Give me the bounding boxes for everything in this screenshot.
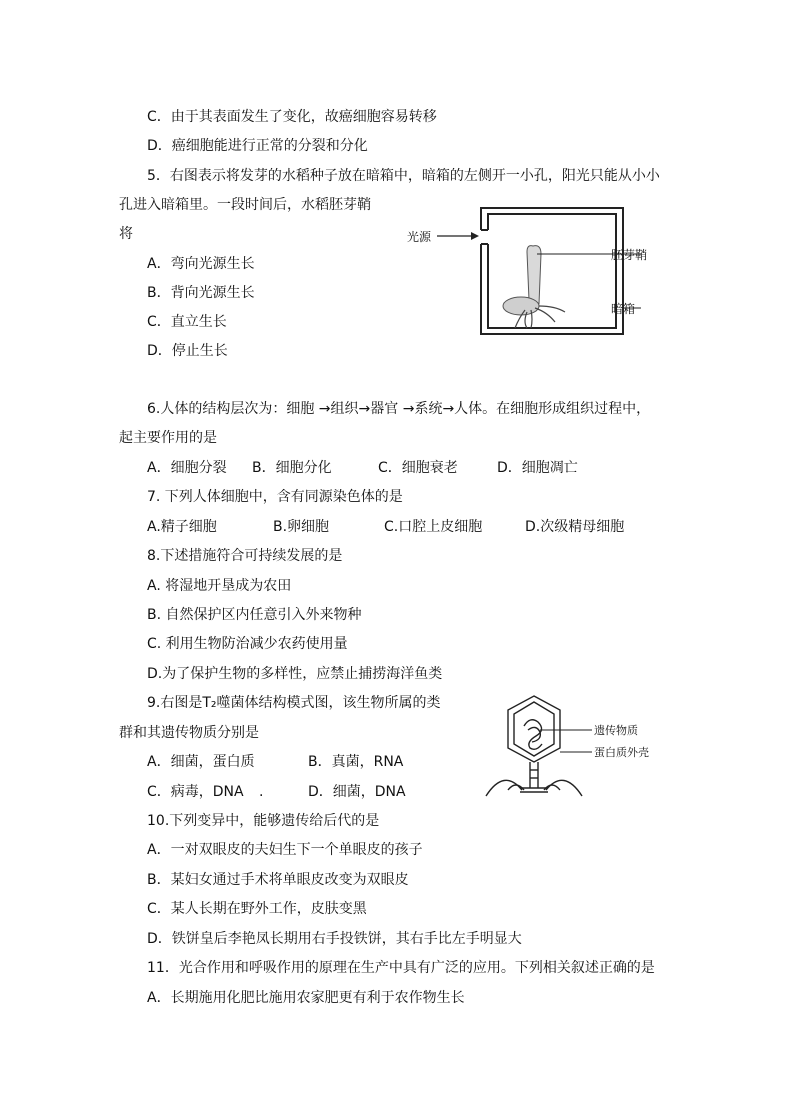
q5-option-d: D．停止生长 [147,343,228,359]
q9-stem-line-1: 9.右图是T₂噬菌体结构模式图，该生物所属的类 [147,695,441,711]
q8-option-a: A. 将湿地开垦成为农田 [147,578,292,594]
genetic-material-label: 遗传物质 [594,724,638,737]
q7-option-b: B.卵细胞 [273,519,330,535]
q5-option-c: C．直立生长 [147,314,227,330]
q6-option-d: D．细胞凋亡 [497,460,578,476]
protein-coat-label: 蛋白质外壳 [594,746,649,759]
q5-option-a: A．弯向光源生长 [147,256,255,272]
q7-option-d: D.次级精母细胞 [525,519,625,535]
q10-option-c: C．某人长期在野外工作，皮肤变黑 [147,901,367,917]
q8-option-b: B. 自然保护区内任意引入外来物种 [147,607,362,623]
q8-option-d: D.为了保护生物的多样性，应禁止捕捞海洋鱼类 [147,666,443,682]
q10-stem: 10.下列变异中，能够遗传给后代的是 [147,813,380,829]
q10-option-b: B．某妇女通过手术将单眼皮改变为双眼皮 [147,872,409,888]
q6-option-a: A．细胞分裂 [147,460,227,476]
q9-stray-dot: . [259,784,264,800]
q9-option-b: B．真菌，RNA [308,754,404,770]
q8-stem: 8.下述措施符合可持续发展的是 [147,548,343,564]
dark-box-figure [405,200,665,350]
q6-stem-line-1: 6.人体的结构层次为：细胞 →组织→器官 →系统→人体。在细胞形成组织过程中， [147,401,651,417]
q4-option-c: C．由于其表面发生了变化，故癌细胞容易转移 [147,109,437,125]
q6-stem-line-2: 起主要作用的是 [119,430,217,446]
q4-option-d: D．癌细胞能进行正常的分裂和分化 [147,138,368,154]
q9-stem-line-2: 群和其遗传物质分别是 [119,725,259,741]
q11-option-a: A．长期施用化肥比施用农家肥更有利于农作物生长 [147,990,465,1006]
q5-stem-line-1: 5．右图表示将发芽的水稻种子放在暗箱中，暗箱的左侧开一小孔，阳光只能从小小 [147,168,660,184]
q8-option-c: C. 利用生物防治减少农药使用量 [147,636,348,652]
light-source-label: 光源 [407,230,432,244]
q9-option-a: A．细菌，蛋白质 [147,754,255,770]
q5-stem-line-3: 将 [119,226,133,242]
q7-stem: 7. 下列人体细胞中，含有同源染色体的是 [147,489,403,505]
coleoptile-label: 胚芽鞘 [611,248,648,262]
q6-option-b: B．细胞分化 [252,460,332,476]
q10-option-a: A．一对双眼皮的夫妇生下一个单眼皮的孩子 [147,842,423,858]
dark-box-label: 暗箱 [611,302,636,316]
q11-stem: 11．光合作用和呼吸作用的原理在生产中具有广泛的应用。下列相关叙述正确的是 [147,960,655,976]
q7-option-a: A.精子细胞 [147,519,217,535]
phage-figure [480,690,690,810]
q10-option-d: D．铁饼皇后李艳凤长期用右手投铁饼，其右手比左手明显大 [147,931,522,947]
q7-option-c: C.口腔上皮细胞 [384,519,483,535]
q5-option-b: B．背向光源生长 [147,285,255,301]
q9-option-d: D．细菌，DNA [308,784,406,800]
q6-option-c: C．细胞衰老 [378,460,458,476]
q9-option-c: C．病毒，DNA [147,784,244,800]
q5-stem-line-2: 孔进入暗箱里。一段时间后，水稻胚芽鞘 [119,197,371,213]
